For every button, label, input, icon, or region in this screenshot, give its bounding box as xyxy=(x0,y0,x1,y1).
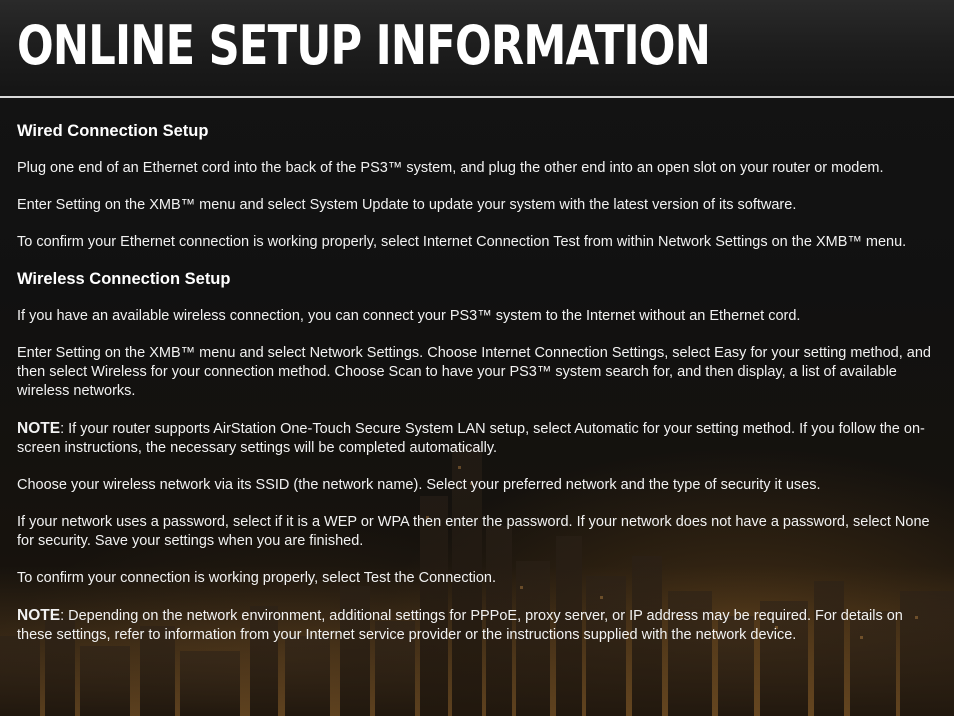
wireless-paragraph-3: Choose your wireless network via its SSID (the network name). Select your preferred network and the type of security it uses. xyxy=(17,477,821,493)
note-text: : Depending on the network environment, additional settings for PPPoE, proxy server, or IP address may be required. For details on these settings, refer to information from your Internet service provider or the instructions supplied with the network device. xyxy=(17,608,903,643)
wired-paragraph-3: To confirm your Ethernet connection is working properly, select Internet Connection Test from within Network Settings on the XMB™ menu. xyxy=(17,234,907,250)
wired-section xyxy=(17,122,939,252)
wireless-section xyxy=(17,270,939,645)
header-band xyxy=(0,0,954,98)
wireless-paragraph-5: To confirm your connection is working properly, select Test the Connection. xyxy=(17,570,497,586)
note-text: : If your router supports AirStation One-Touch Secure System LAN setup, select Automatic for your setting method. If you follow the on-screen instructions, the necessary settings will be completed automatically. xyxy=(17,421,925,456)
content-area xyxy=(17,122,939,663)
page-title: ONLINE SETUP INFORMATION xyxy=(17,14,711,77)
note-label: NOTE xyxy=(17,420,61,437)
wired-paragraph-2: Enter Setting on the XMB™ menu and select System Update to update your system with the latest version of its software. xyxy=(17,197,797,213)
wireless-heading: Wireless Connection Setup xyxy=(17,270,231,288)
note-label: NOTE xyxy=(17,607,61,624)
wireless-paragraph-1: If you have an available wireless connection, you can connect your PS3™ system to the Internet without an Ethernet cord. xyxy=(17,308,801,324)
wireless-paragraph-2: Enter Setting on the XMB™ menu and select Network Settings. Choose Internet Connection Settings, select Easy for your setting method, and then select Wireless for your connection method. Choose Scan to have your PS3™ system search for, and then display, a list of available wireless networks. xyxy=(17,345,931,399)
wired-heading: Wired Connection Setup xyxy=(17,122,209,140)
wired-paragraph-1: Plug one end of an Ethernet cord into the back of the PS3™ system, and plug the other end into an open slot on your router or modem. xyxy=(17,160,884,176)
note-paragraph-2 xyxy=(17,606,939,645)
wireless-paragraph-4: If your network uses a password, select if it is a WEP or WPA then enter the password. If your network does not have a password, select None for security. Save your settings when you are finished. xyxy=(17,514,930,549)
note-paragraph-1 xyxy=(17,419,939,458)
